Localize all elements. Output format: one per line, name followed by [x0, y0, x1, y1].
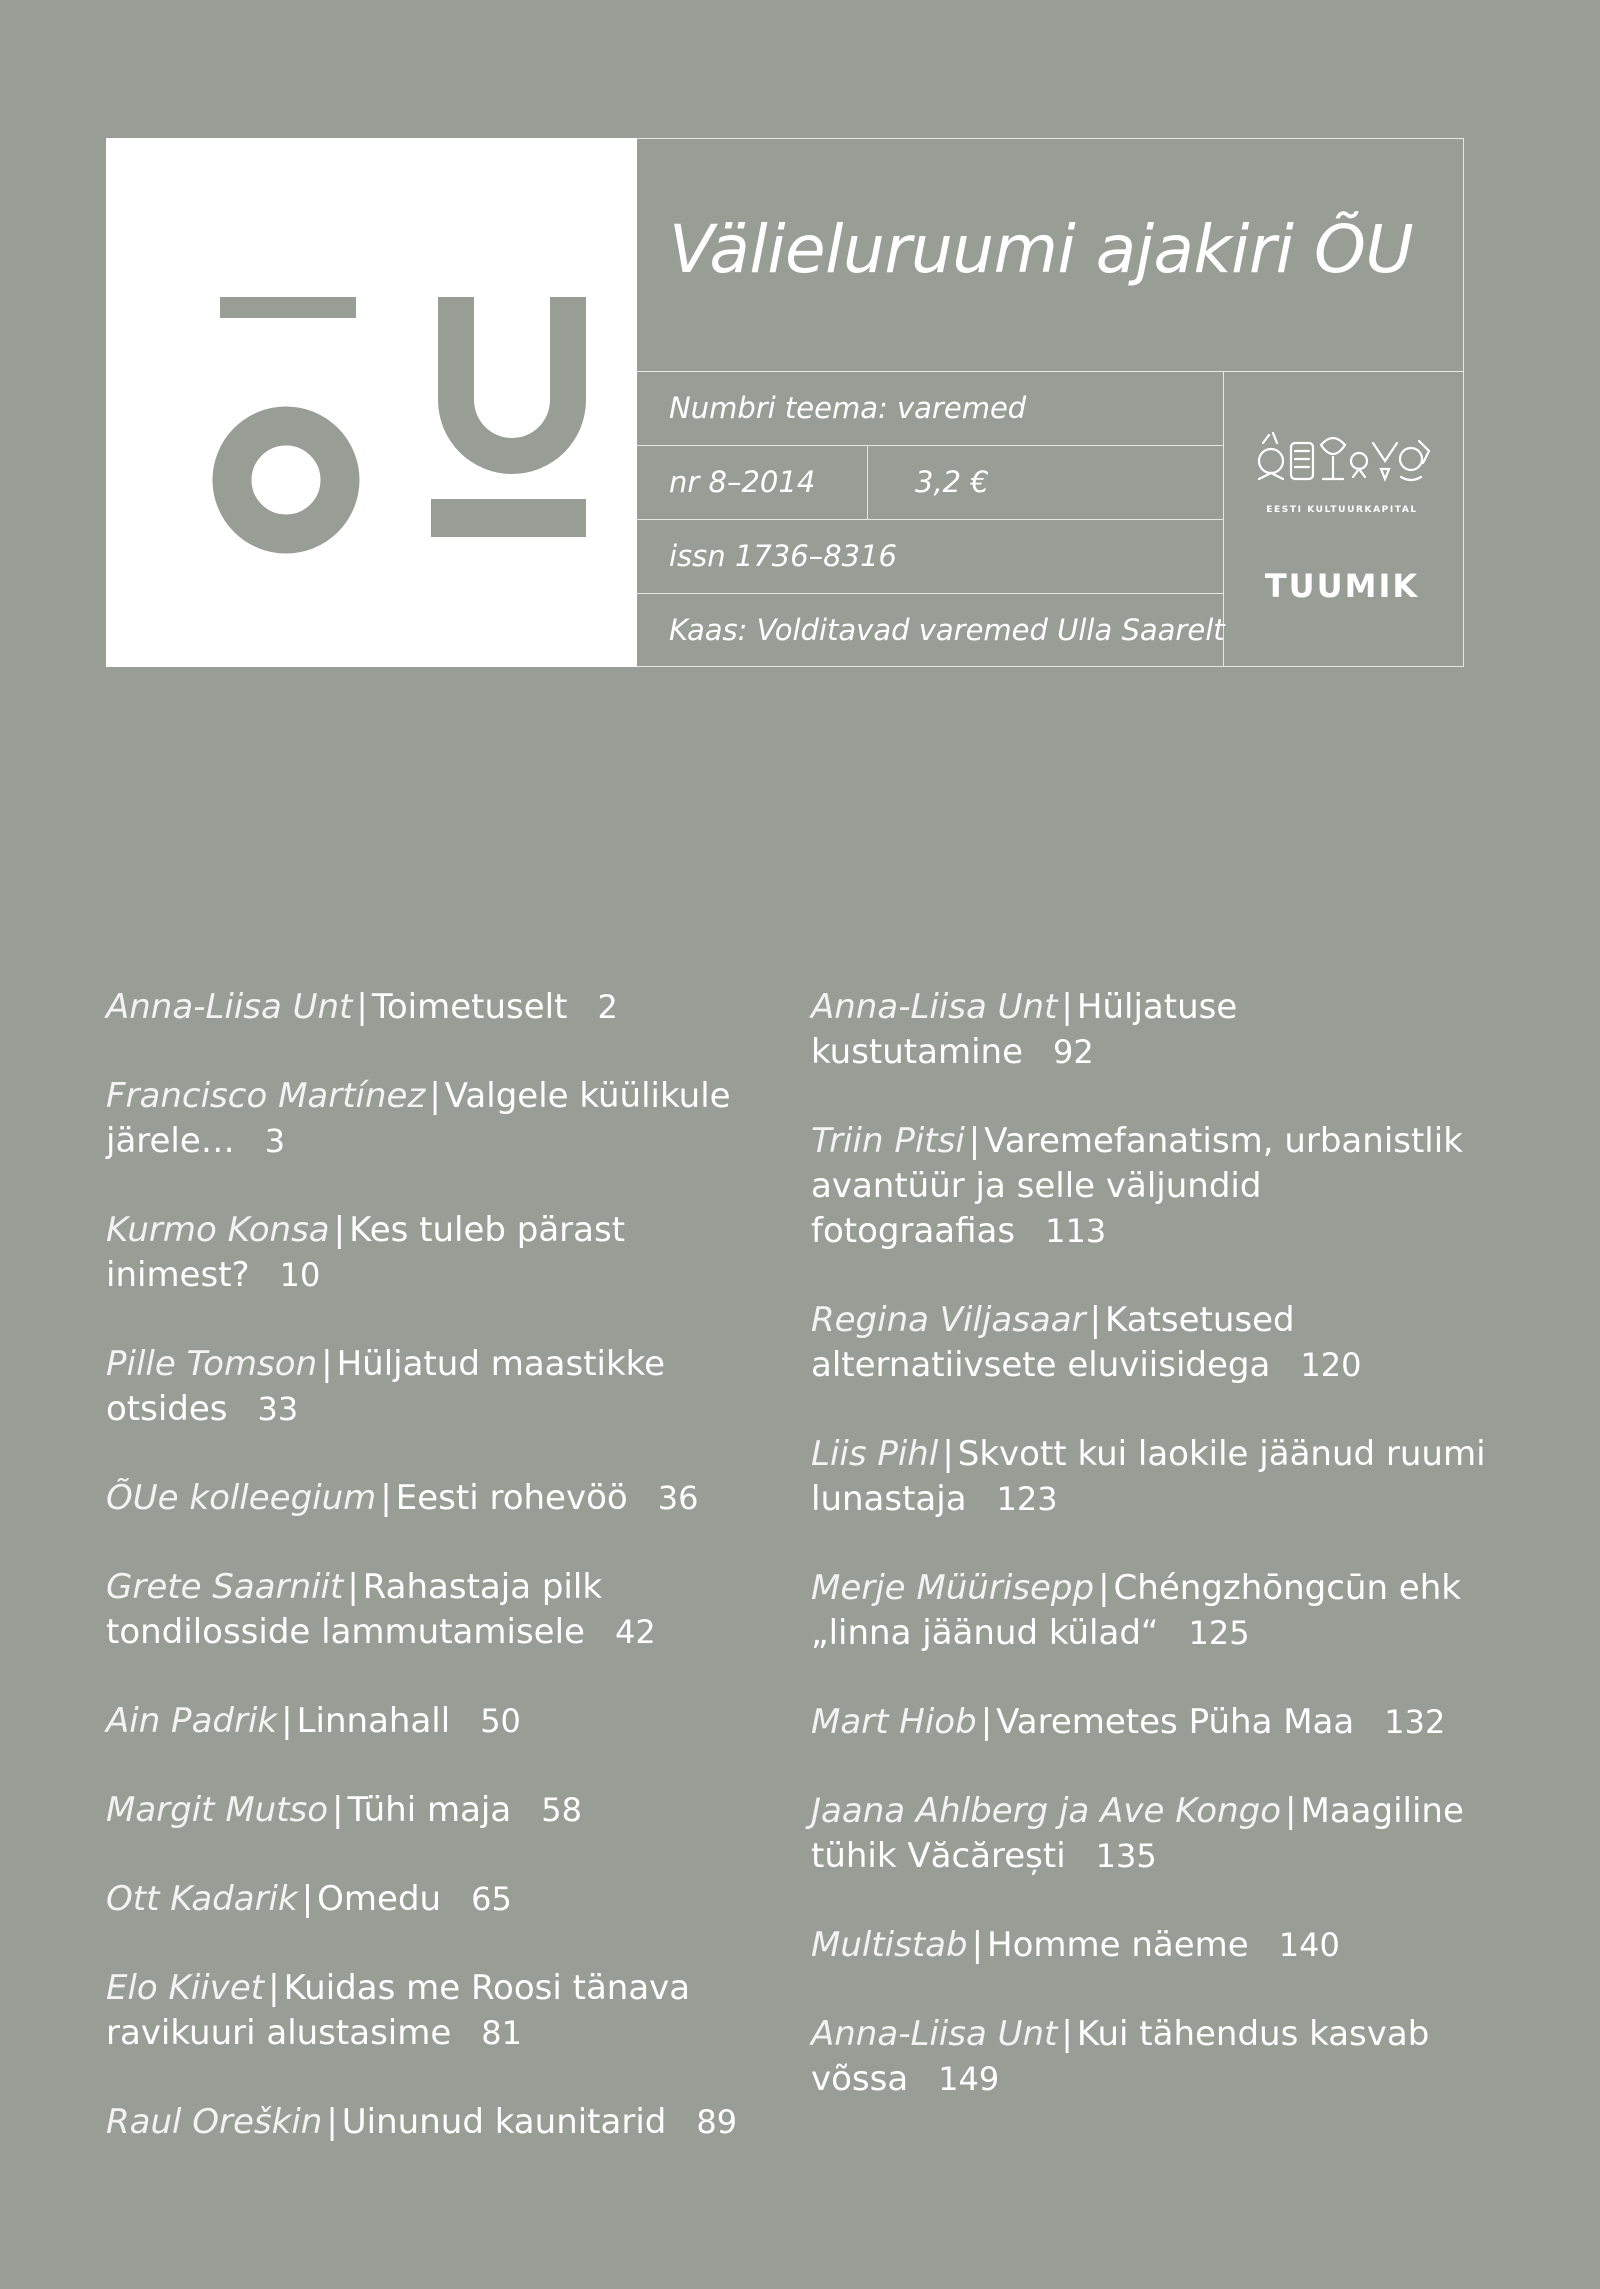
toc-author: Multistab	[811, 1925, 968, 1965]
toc-page-number: 33	[257, 1390, 299, 1428]
toc-author: ÕUe kolleegium	[106, 1478, 377, 1518]
toc-title: Hüljatud maastikke otsides	[106, 1344, 666, 1429]
toc-entry	[811, 2012, 1511, 2102]
toc-separator: |	[332, 1790, 344, 1830]
toc-page-number: 42	[614, 1613, 656, 1651]
toc-entry	[811, 1119, 1511, 1254]
toc-entry	[811, 1700, 1511, 1745]
toc-author: Triin Pitsi	[811, 1121, 965, 1161]
toc-title: Katsetused alternatiivsete eluviisidega	[811, 1300, 1295, 1385]
toc-separator: |	[1089, 1300, 1102, 1340]
table-of-contents-left	[106, 985, 746, 2189]
sponsor-area	[1223, 371, 1461, 667]
toc-separator: |	[968, 1121, 981, 1161]
toc-page-number: 113	[1045, 1212, 1107, 1250]
toc-page-number: 120	[1300, 1346, 1362, 1384]
ou-logo-icon	[106, 138, 637, 667]
toc-author: Anna-Liisa Unt	[106, 987, 353, 1027]
toc-author: Anna-Liisa Unt	[811, 2014, 1058, 2054]
toc-entry	[106, 2100, 746, 2145]
toc-page-number: 65	[471, 1880, 512, 1918]
toc-author: Grete Saarniit	[106, 1567, 344, 1607]
divider	[637, 445, 1223, 446]
cover-credit: Kaas: Volditavad varemed Ulla Saarelt	[669, 613, 1225, 647]
toc-page-number: 58	[541, 1791, 582, 1829]
toc-title: Valgele küülikule järele…	[106, 1076, 731, 1161]
kulka-label: EESTI KULTUURKAPITAL	[1266, 505, 1418, 515]
toc-author: Pille Tomson	[106, 1344, 318, 1384]
toc-entry	[811, 985, 1511, 1075]
toc-separator: |	[1098, 1568, 1110, 1608]
toc-title: Kui tähendus kasvab võssa	[811, 2014, 1430, 2099]
issue-number: nr 8–2014	[669, 465, 816, 499]
toc-title: Toimetuselt	[371, 987, 568, 1027]
toc-page-number: 92	[1053, 1033, 1094, 1071]
toc-separator: |	[1061, 987, 1073, 1027]
divider	[637, 519, 1223, 520]
logo-box	[106, 138, 637, 667]
toc-title: Rahastaja pilk tondilosside lammutamisele	[106, 1567, 603, 1652]
masthead	[106, 138, 1463, 667]
toc-separator: |	[333, 1210, 346, 1250]
toc-separator: |	[321, 1344, 333, 1384]
toc-title: Kes tuleb pärast inimest?	[106, 1210, 626, 1295]
toc-separator: |	[268, 1968, 280, 2008]
toc-separator: |	[326, 2102, 338, 2142]
toc-entry	[811, 1298, 1511, 1388]
toc-title: Omedu	[317, 1879, 442, 1919]
toc-title: Homme näeme	[987, 1925, 1249, 1965]
toc-page-number: 135	[1095, 1837, 1157, 1875]
toc-entry	[106, 1074, 746, 1164]
toc-page-number: 125	[1188, 1614, 1250, 1652]
toc-separator: |	[281, 1701, 293, 1741]
toc-title: Tühi maja	[347, 1790, 512, 1830]
toc-entry	[106, 1476, 746, 1521]
toc-page-number: 132	[1384, 1703, 1446, 1741]
toc-title: Varemetes Püha Maa	[996, 1702, 1355, 1742]
toc-entry	[106, 1966, 746, 2056]
toc-separator: |	[356, 987, 368, 1027]
issn: issn 1736–8316	[669, 539, 897, 573]
toc-author: Francisco Martínez	[106, 1076, 426, 1116]
toc-page-number: 140	[1278, 1926, 1340, 1964]
info-panel	[637, 138, 1464, 667]
toc-title: Varemefanatism, urbanistlik avantüür ja selle väljundid fotograafias	[811, 1121, 1463, 1251]
toc-author: Merje Müürisepp	[811, 1568, 1095, 1608]
toc-page-number: 81	[481, 2014, 522, 2052]
toc-author: Ott Kadarik	[106, 1879, 298, 1919]
toc-page-number: 149	[938, 2060, 1000, 2098]
toc-page-number: 89	[696, 2103, 738, 2141]
toc-title: Skvott kui laokile jäänud ruumi lunastaja	[811, 1434, 1486, 1519]
toc-page-number: 123	[996, 1480, 1058, 1518]
toc-separator: |	[347, 1567, 359, 1607]
divider	[867, 445, 868, 519]
toc-title: Eesti rohevöö	[395, 1478, 628, 1518]
table-of-contents-right	[811, 985, 1511, 2146]
toc-entry	[106, 1877, 746, 1922]
toc-author: Mart Hiob	[811, 1702, 977, 1742]
toc-separator: |	[380, 1478, 392, 1518]
toc-separator: |	[980, 1702, 993, 1742]
toc-separator: |	[429, 1076, 441, 1116]
toc-entry	[811, 1566, 1511, 1656]
toc-author: Kurmo Konsa	[106, 1210, 330, 1250]
toc-page-number: 10	[279, 1256, 321, 1294]
toc-separator: |	[971, 1925, 984, 1965]
toc-page-number: 36	[657, 1479, 699, 1517]
toc-separator: |	[1285, 1791, 1297, 1831]
toc-title: Uinunud kaunitarid	[341, 2102, 667, 2142]
toc-page-number: 3	[264, 1122, 286, 1160]
toc-entry	[106, 1208, 746, 1298]
toc-entry	[811, 1923, 1511, 1968]
theme-label: Numbri teema: varemed	[669, 391, 1027, 425]
toc-author: Margit Mutso	[106, 1790, 329, 1830]
toc-author: Elo Kiivet	[106, 1968, 265, 2008]
toc-title: Linnahall	[296, 1701, 451, 1741]
toc-author: Liis Pihl	[811, 1434, 939, 1474]
toc-author: Regina Viljasaar	[811, 1300, 1086, 1340]
toc-page-number: 50	[480, 1702, 521, 1740]
toc-entry	[811, 1789, 1511, 1879]
divider	[637, 593, 1223, 594]
toc-author: Jaana Ahlberg ja Ave Kongo	[811, 1791, 1282, 1831]
toc-separator: |	[301, 1879, 314, 1919]
kulka-emblem-icon	[1223, 421, 1461, 511]
toc-entry	[106, 985, 746, 1030]
price: 3,2 €	[915, 465, 989, 499]
toc-page-number: 2	[597, 988, 618, 1026]
toc-entry	[811, 1432, 1511, 1522]
toc-title: Maagiline tühik Văcărești	[811, 1791, 1464, 1876]
toc-entry	[106, 1788, 746, 1833]
toc-separator: |	[942, 1434, 954, 1474]
toc-entry	[106, 1342, 746, 1432]
toc-separator: |	[1061, 2014, 1073, 2054]
toc-author: Anna-Liisa Unt	[811, 987, 1058, 1027]
toc-entry	[106, 1565, 746, 1655]
toc-title: Kuidas me Roosi tänava ravikuuri alustasime	[106, 1968, 691, 2053]
toc-author: Raul Oreškin	[106, 2102, 323, 2142]
magazine-title: Välieluruumi ajakiri ÕU	[669, 211, 1414, 288]
toc-title: Hüljatuse kustutamine	[811, 987, 1238, 1072]
toc-author: Ain Padrik	[106, 1701, 278, 1741]
toc-entry	[106, 1699, 746, 1744]
toc-title: Chéngzhōngcūn ehk „linna jäänud külad“	[811, 1568, 1461, 1653]
tuumik-logo: TUUMIK	[1264, 567, 1420, 605]
